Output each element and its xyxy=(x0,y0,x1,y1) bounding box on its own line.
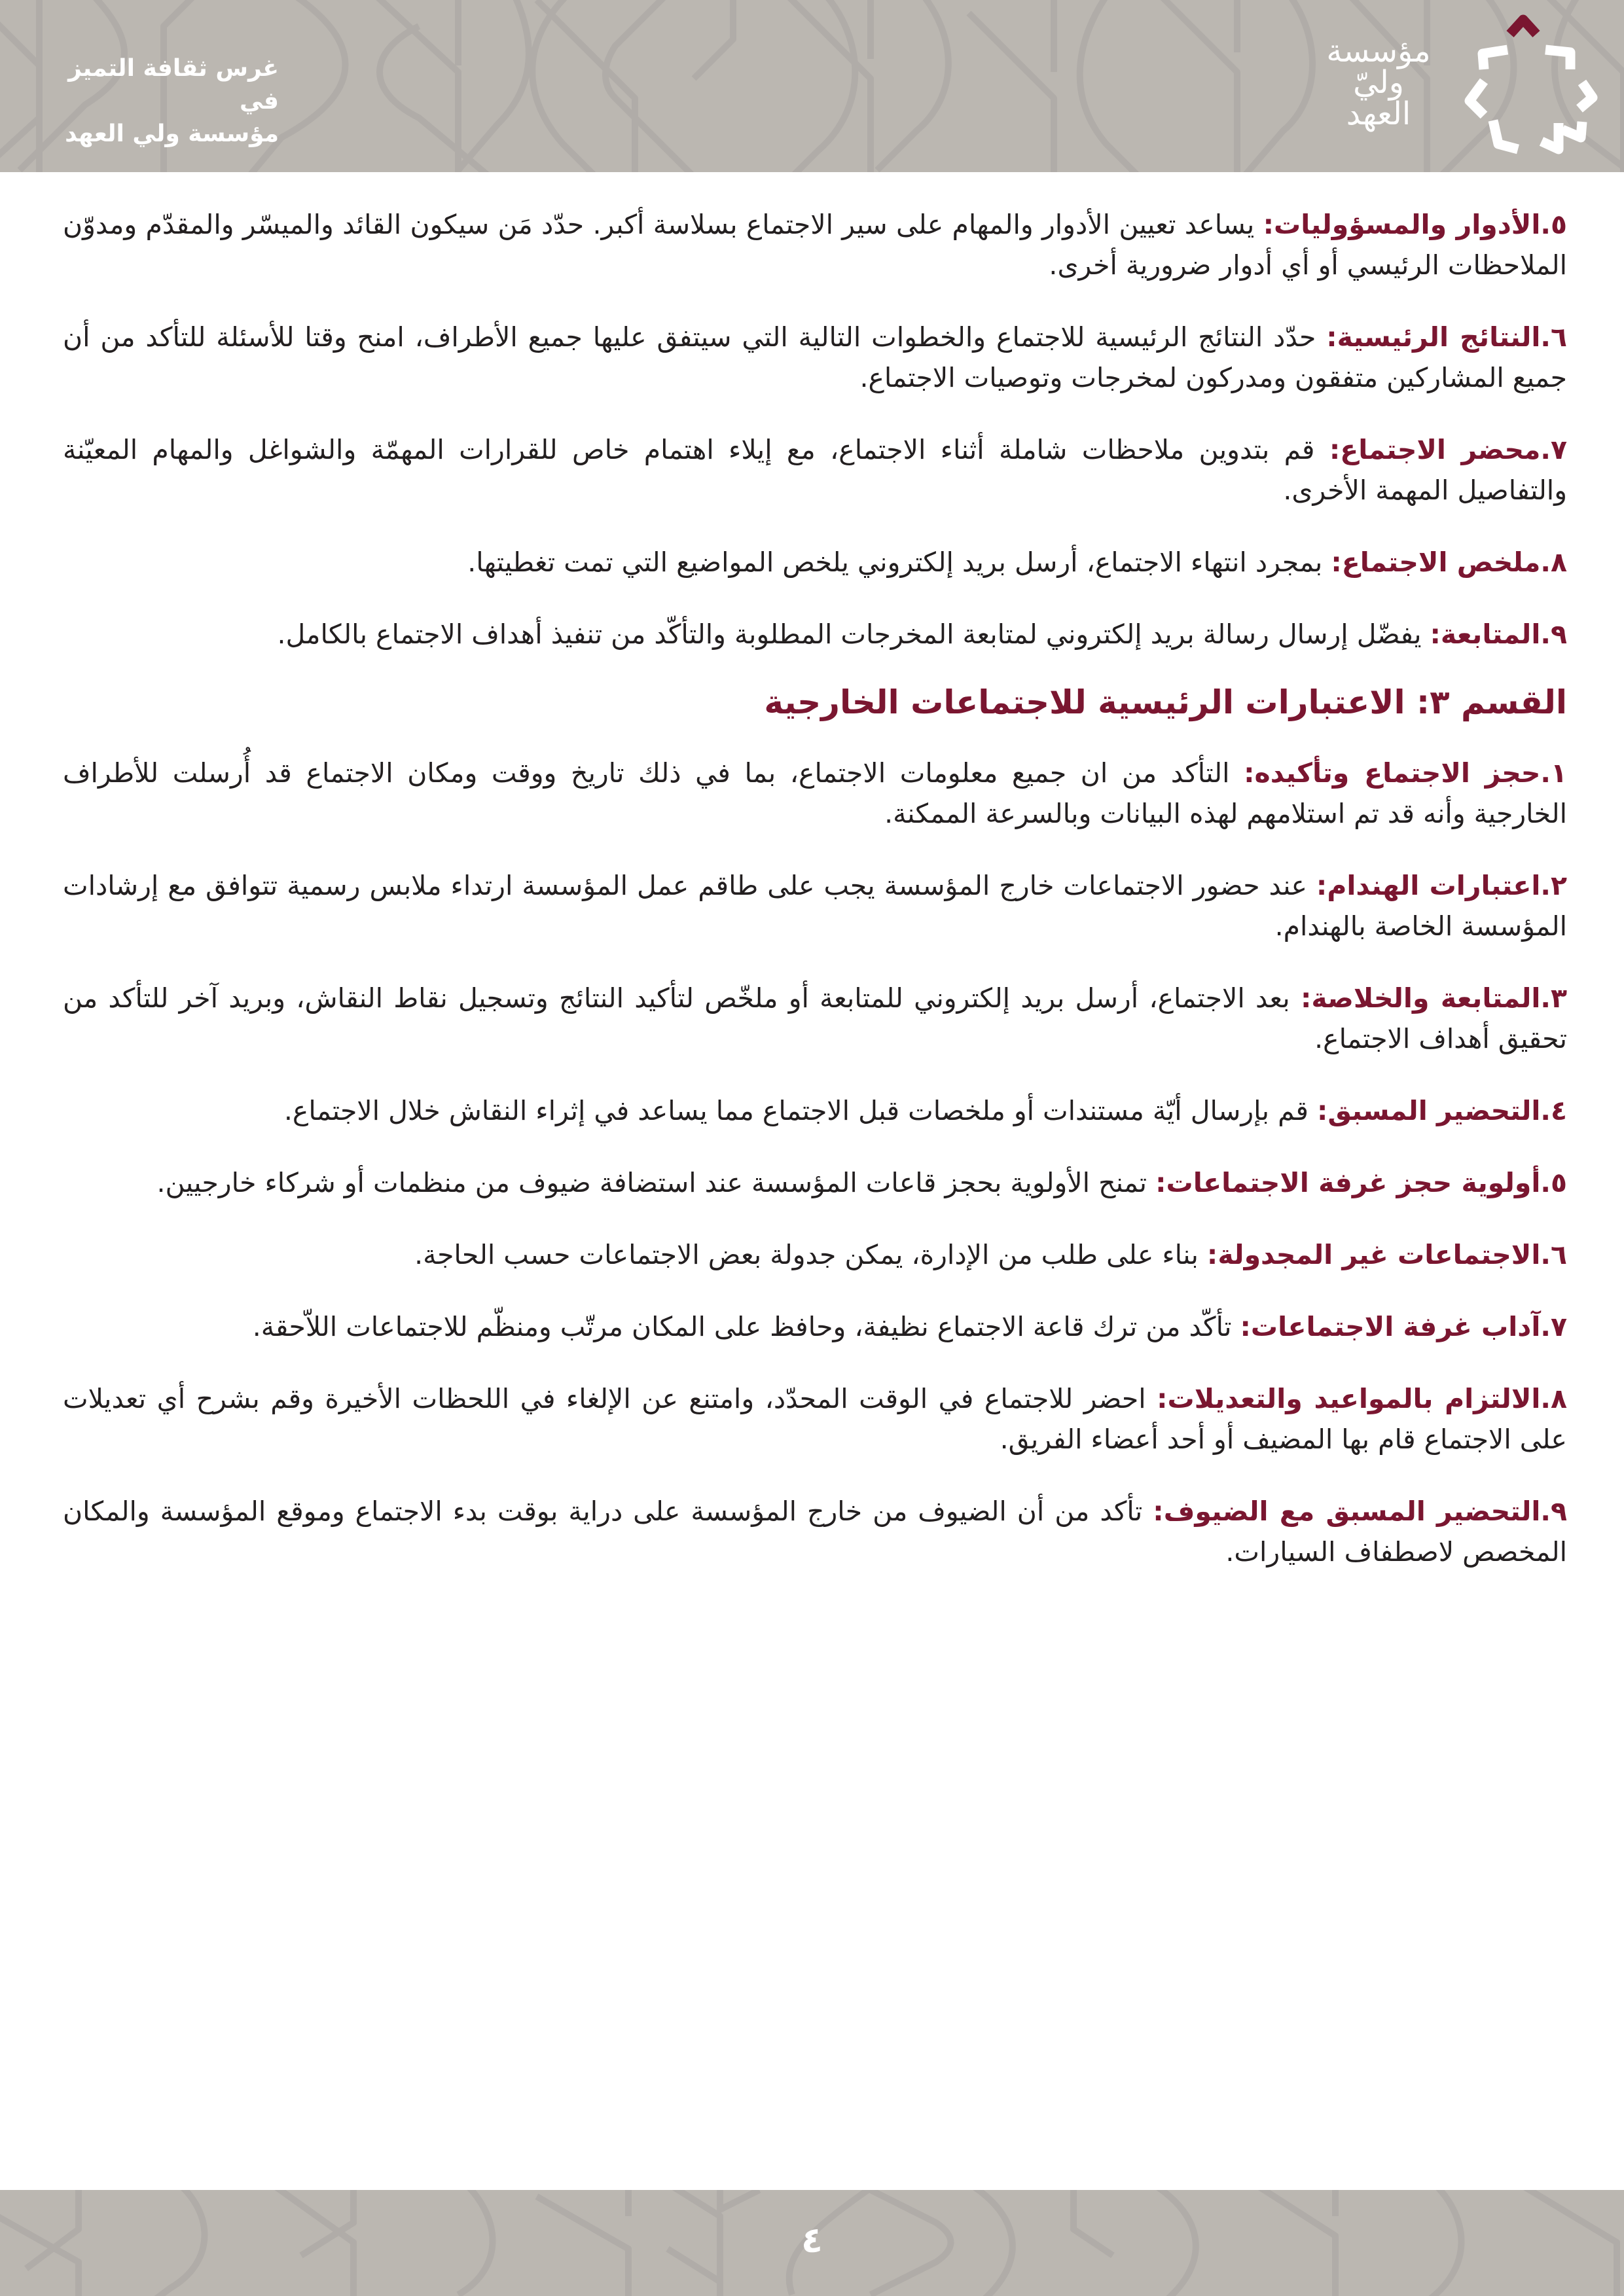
item-text: قم بتدوين ملاحظات شاملة أثناء الاجتماع، مع إيلاء اهتمام خاص للقرارات المهمّة والشواغل والمهام المعيّنة والتفاصيل المهمة الأخرى. xyxy=(63,434,1567,506)
logo-wordmark-line2: وليّ xyxy=(1353,64,1404,101)
page-number: ٤ xyxy=(801,2219,823,2261)
list-item xyxy=(63,1306,1567,1347)
item-text: تأكّد من ترك قاعة الاجتماع نظيفة، وحافظ على المكان مرتّب ومنظّم للاجتماعات اللاّحقة. xyxy=(252,1311,1240,1342)
item-label: ٧.محضر الاجتماع: xyxy=(1329,434,1567,465)
item-text: بعد الاجتماع، أرسل بريد إلكتروني للمتابعة أو ملخّص لتأكيد النتائج وتسجيل نقاط النقاش، وبريد آخر للتأكد من تحقيق أهداف الاجتماع. xyxy=(63,982,1567,1054)
item-text: حدّد النتائج الرئيسية للاجتماع والخطوات التالية التي سيتفق عليها جميع الأطراف، امنح وقتا للأسئلة للتأكد من أن جميع المشاركين متفقون ومدركون لمخرجات وتوصيات الاجتماع. xyxy=(63,321,1567,393)
list-item xyxy=(63,753,1567,834)
list-item xyxy=(63,865,1567,946)
list-item xyxy=(63,317,1567,398)
item-label: ٢.اعتبارات الهندام: xyxy=(1316,870,1567,901)
item-label: ٩.التحضير المسبق مع الضيوف: xyxy=(1153,1496,1567,1527)
header-tagline xyxy=(24,52,279,151)
logo-wordmark-line1: مؤسسة xyxy=(1326,33,1431,69)
item-label: ٨.الالتزام بالمواعيد والتعديلات: xyxy=(1157,1383,1568,1414)
list-item xyxy=(63,978,1567,1059)
page-header xyxy=(0,0,1624,172)
section-heading: القسم ٣: الاعتبارات الرئيسية للاجتماعات الخارجية xyxy=(764,683,1567,721)
logo-wordmark xyxy=(1310,35,1447,130)
list-item xyxy=(63,542,1567,583)
item-text: تمنح الأولوية بحجز قاعات المؤسسة عند استضافة ضيوف من منظمات أو شركاء خارجيين. xyxy=(156,1167,1156,1198)
foundation-logo-mark-icon xyxy=(1447,9,1598,160)
item-label: ٣.المتابعة والخلاصة: xyxy=(1300,982,1568,1014)
list-item xyxy=(63,429,1567,511)
item-text: بمجرد انتهاء الاجتماع، أرسل بريد إلكتروني يلخص المواضيع التي تمت تغطيتها. xyxy=(467,547,1331,578)
item-label: ٨.ملخص الاجتماع: xyxy=(1331,547,1567,578)
item-text: يفضّل إرسال رسالة بريد إلكتروني لمتابعة المخرجات المطلوبة والتأكّد من تنفيذ أهداف الاجتماع بالكامل. xyxy=(277,619,1430,650)
list-item xyxy=(63,204,1567,285)
item-label: ٥.أولوية حجز غرفة الاجتماعات: xyxy=(1155,1167,1567,1198)
item-label: ٧.آداب غرفة الاجتماعات: xyxy=(1240,1311,1567,1342)
list-item xyxy=(63,1491,1567,1572)
header-tagline-line1: غرس ثقافة التميز في xyxy=(68,55,279,115)
item-text: بناء على طلب من الإدارة، يمكن جدولة بعض الاجتماعات حسب الحاجة. xyxy=(414,1239,1207,1270)
item-text: التأكد من ان جميع معلومات الاجتماع، بما في ذلك تاريخ ووقت ومكان الاجتماع قد أُرسلت للأطراف الخارجية وأنه قد تم استلامهم لهذه البيانات وبالسرعة الممكنة. xyxy=(63,757,1567,829)
item-text: احضر للاجتماع في الوقت المحدّد، وامتنع عن الإلغاء في اللحظات الأخيرة وقم بشرح أي تعديلات على الاجتماع قام بها المضيف أو أحد أعضاء الفريق. xyxy=(63,1383,1567,1455)
list-item xyxy=(63,1234,1567,1275)
item-label: ٦.النتائج الرئيسية: xyxy=(1326,321,1567,353)
header-tagline-line2: مؤسسة ولي العهد xyxy=(65,120,279,147)
item-label: ٤.التحضير المسبق: xyxy=(1317,1095,1567,1126)
item-label: ٥.الأدوار والمسؤوليات: xyxy=(1263,209,1567,240)
list-item xyxy=(63,1162,1567,1203)
item-label: ٦.الاجتماعات غير المجدولة: xyxy=(1206,1239,1567,1270)
item-text: يساعد تعيين الأدوار والمهام على سير الاجتماع بسلاسة أكبر. حدّد مَن سيكون القائد والميسّر والمقدّم ومدوّن الملاحظات الرئيسي أو أي أدوار ضرورية أخرى. xyxy=(63,209,1567,281)
logo-wordmark-line3: العهد xyxy=(1346,96,1411,132)
foundation-logo xyxy=(1290,9,1598,160)
page-footer xyxy=(0,2190,1624,2296)
document-body xyxy=(63,204,1567,1604)
list-item xyxy=(63,614,1567,655)
list-item xyxy=(63,1378,1567,1460)
item-text: تأكد من أن الضيوف من خارج المؤسسة على دراية بوقت بدء الاجتماع وموقع المؤسسة والمكان المخصص لاصطفاف السيارات. xyxy=(63,1496,1567,1568)
list-item xyxy=(63,1090,1567,1131)
item-label: ٩.المتابعة: xyxy=(1430,619,1567,650)
item-label: ١.حجز الاجتماع وتأكيده: xyxy=(1244,757,1567,789)
item-text: عند حضور الاجتماعات خارج المؤسسة يجب على طاقم عمل المؤسسة ارتداء ملابس رسمية تتوافق مع إرشادات المؤسسة الخاصة بالهندام. xyxy=(63,870,1567,942)
item-text: قم بإرسال أيّة مستندات أو ملخصات قبل الاجتماع مما يساعد في إثراء النقاش خلال الاجتماع. xyxy=(283,1095,1317,1126)
